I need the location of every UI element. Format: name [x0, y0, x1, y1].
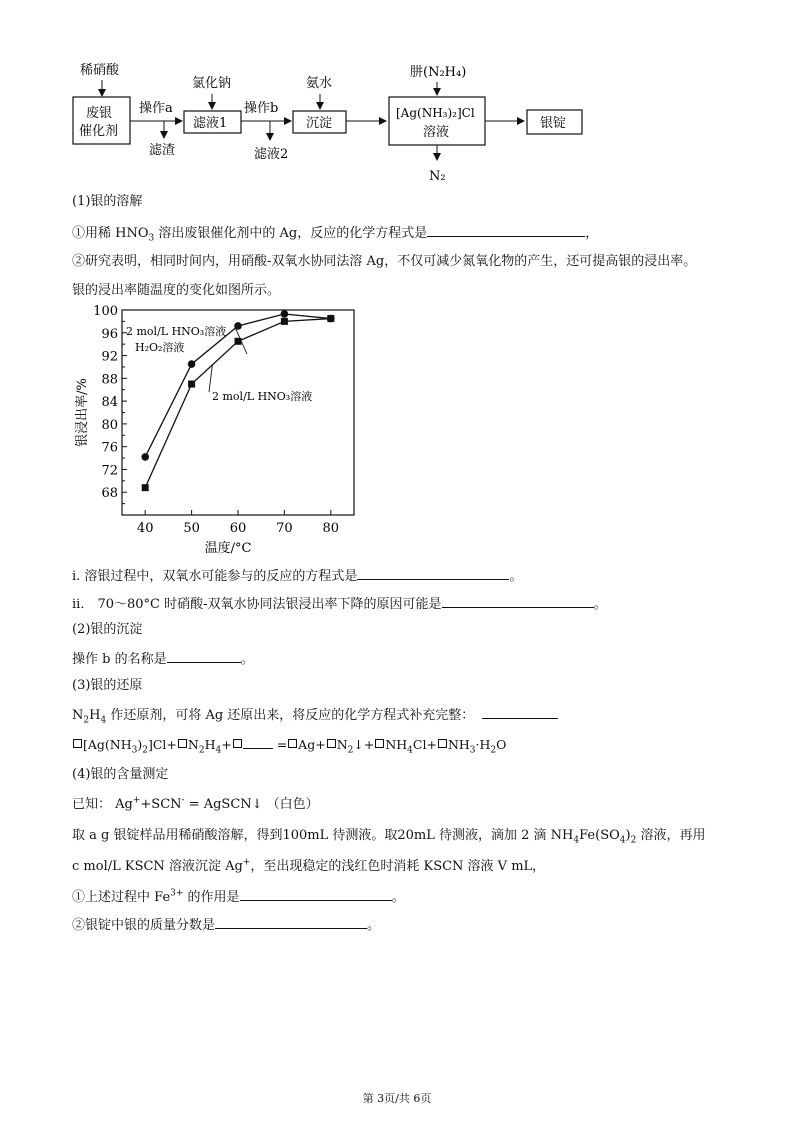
q1-line3: 银的浸出率随温度的变化如图所示。	[72, 283, 281, 298]
q3-equation	[72, 735, 506, 754]
q1-ii-end: 。	[593, 597, 607, 612]
data-point-circle	[141, 453, 149, 461]
data-point-square	[188, 381, 195, 388]
eq-s1: 3	[131, 745, 138, 756]
q1-line2: ②研究表明，相同时间内，用硝酸-双氧水协同法溶 Ag，不仅可减少氮氧化物的产生，还可提高银的浸出率。	[72, 254, 697, 269]
q3-l1-c: 作还原剂，可将 Ag 还原出来，将反应的化学方程式补充完整：	[106, 708, 475, 723]
box-silver-ammonia-line2: 溶液	[423, 125, 450, 140]
q3-l1-a: N	[72, 708, 84, 723]
data-point-circle	[281, 310, 289, 318]
q4-l1-c: )	[625, 828, 631, 843]
eq-h: Ag+	[298, 737, 326, 752]
q1-ii	[72, 594, 607, 614]
reagent-sodium-chloride: 氯化钠	[192, 76, 232, 91]
coef-box-3[interactable]	[233, 739, 242, 748]
x-tick-label: 70	[276, 521, 293, 536]
q4-l1-b: Fe(SO	[579, 828, 620, 843]
answer-blank-4[interactable]	[167, 649, 241, 663]
q4-known-sup1: +	[132, 795, 141, 806]
answer-blank-3[interactable]	[442, 594, 594, 608]
answer-blank-1[interactable]	[427, 223, 585, 237]
x-tick-label: 40	[136, 521, 154, 536]
q4-known-sup2: -	[181, 795, 185, 806]
eq-d: N	[187, 737, 199, 752]
reagent-hydrazine: 肼(N₂H₄)	[410, 65, 467, 80]
q4-l2-a: c mol/L KSCN 溶液沉淀 Ag	[72, 859, 243, 874]
y-tick-label: 76	[101, 440, 118, 456]
legend-series-2: 2 mol/L HNO₃溶液	[212, 390, 313, 403]
eq-s5: 2	[347, 745, 354, 756]
reagent-nitric-acid: 稀硝酸	[80, 63, 120, 78]
q4-line2	[72, 858, 545, 876]
eq-c: ]Cl+	[147, 737, 177, 752]
y-axis-label: 银浸出率/%	[75, 378, 90, 447]
operation-b-label: 操作b	[244, 101, 279, 116]
eq-s4: 4	[215, 745, 222, 756]
eq-k: NH	[385, 737, 408, 752]
y-tick-label: 88	[101, 372, 118, 388]
q2-title: (2)银的沉淀	[72, 622, 143, 637]
q1-line1-a: ①用稀 HNO	[72, 226, 149, 241]
q4-l2-sup: +	[242, 857, 251, 868]
q1-i-end: 。	[509, 569, 523, 584]
q4-l3-sup: 3+	[170, 888, 184, 899]
eq-n: ·H	[475, 737, 491, 752]
q1-line1-end: ，	[585, 226, 599, 241]
data-point-square	[281, 318, 288, 325]
coef-box-2[interactable]	[178, 739, 187, 748]
eq-l: Cl+	[412, 737, 437, 752]
reagent-ammonia: 氨水	[306, 76, 333, 91]
nitrogen-gas-label: N₂	[429, 169, 446, 184]
eq-f: +	[221, 737, 232, 752]
q4-line1	[72, 827, 705, 845]
coef-box-1[interactable]	[73, 739, 82, 748]
eq-s6: 4	[407, 745, 413, 756]
eq-s3: 2	[198, 745, 205, 756]
q4-known-c: = AgSCN↓ （白色）	[184, 797, 319, 812]
q4-l1-s3: 2	[630, 835, 637, 846]
data-point-circle	[188, 360, 196, 368]
y-tick-label: 68	[101, 486, 118, 502]
leaching-rate-chart	[60, 300, 380, 560]
q4-l2-b: ，至出现稳定的浅红色时消耗 KSCN 溶液 V mL，	[250, 859, 546, 874]
q4-known-a: 已知： Ag	[72, 797, 133, 812]
answer-blank-5[interactable]	[482, 705, 558, 719]
eq-e: H	[204, 737, 216, 752]
page-footer: 第 3页/共 6页	[362, 1092, 432, 1105]
y-tick-label: 80	[101, 417, 118, 433]
q4-l3-a: ①上述过程中 Fe	[72, 890, 171, 905]
answer-blank-2[interactable]	[357, 566, 509, 580]
filtrate2-label: 滤液2	[254, 147, 289, 162]
data-point-square	[327, 315, 334, 322]
legend-series-1-line1: 2 mol/L HNO₃溶液	[126, 325, 227, 338]
answer-blank-7[interactable]	[240, 887, 392, 901]
q4-l1-s2: 4	[619, 835, 626, 846]
q4-l3-b: 的作用是	[183, 890, 240, 905]
legend-series-1-line2: H₂O₂溶液	[135, 341, 185, 354]
q4-l1-a: 取 a g 银锭样品用稀硝酸溶解，得到100mL 待测液。取20mL 待测液，滴加 2 滴 NH	[72, 828, 574, 843]
data-point-circle	[234, 322, 242, 330]
answer-blank-8[interactable]	[215, 915, 367, 929]
box-waste-catalyst-line1: 废银	[86, 106, 113, 121]
q4-l1-s1: 4	[573, 835, 580, 846]
q4-line3	[72, 887, 405, 907]
x-axis-label: 温度/°C	[204, 541, 252, 556]
y-tick-label: 84	[101, 395, 118, 411]
eq-m: NH	[447, 737, 470, 752]
q2-line1	[72, 649, 254, 669]
x-tick-label: 50	[183, 521, 200, 536]
box-waste-catalyst-line2: 催化剂	[79, 124, 119, 139]
y-tick-label: 72	[101, 463, 118, 479]
data-point-square	[142, 484, 149, 491]
eq-j: ↓+	[353, 737, 375, 752]
x-tick-label: 80	[322, 521, 340, 536]
box-filtrate1-label: 滤液1	[193, 116, 228, 131]
q4-l3-end: 。	[391, 890, 405, 905]
q1-ii-text: ⅱ． 70～80°C 时硝酸-双氧水协同法银浸出率下降的原因可能是	[72, 597, 442, 612]
q1-i-text: i. 溶银过程中，双氧水可能参与的反应的方程式是	[72, 569, 358, 584]
q1-i	[72, 566, 522, 586]
q1-title: (1)银的溶解	[72, 194, 143, 209]
coef-box-5[interactable]	[327, 739, 336, 748]
eq-i: N	[336, 737, 348, 752]
process-flow-diagram	[0, 0, 794, 190]
y-tick-label: 100	[93, 304, 118, 319]
q2-line1-end: 。	[240, 652, 254, 667]
q3-l1-s1: 2	[83, 715, 90, 726]
q4-line4	[72, 915, 380, 935]
q1-line1-sub: 3	[148, 233, 155, 244]
box-precipitate-label: 沉淀	[306, 116, 333, 131]
y-tick-label: 96	[101, 326, 118, 342]
q4-l1-d: 溶液，再用	[636, 828, 706, 843]
q3-l1-s2: 4	[100, 715, 107, 726]
coef-box-6[interactable]	[375, 739, 384, 748]
q3-l1-b: H	[89, 708, 101, 723]
operation-a-label: 操作a	[139, 101, 173, 116]
box-silver-ammonia-line1: [Ag(NH₃)₂]Cl	[396, 106, 475, 120]
q4-title: (4)银的含量测定	[72, 767, 169, 782]
y-tick-label: 92	[101, 349, 118, 365]
eq-s8: 2	[490, 745, 497, 756]
eq-a: [Ag(NH	[83, 737, 132, 752]
q3-title: (3)银的还原	[72, 678, 143, 693]
answer-blank-6[interactable]	[243, 735, 273, 749]
eq-b: )	[137, 737, 143, 752]
q4-known	[72, 796, 319, 814]
eq-o: O	[496, 737, 507, 752]
q2-line1-text: 操作 b 的名称是	[72, 652, 167, 667]
coef-box-4[interactable]	[288, 739, 297, 748]
coef-box-7[interactable]	[438, 739, 447, 748]
eq-s2: 2	[142, 745, 148, 756]
q1-line1-b: 溶出废银催化剂中的 Ag，反应的化学方程式是	[154, 226, 428, 241]
box-silver-ingot-label: 银锭	[540, 116, 567, 131]
eq-s7: 3	[469, 745, 476, 756]
q4-known-b: +SCN	[140, 797, 182, 812]
residue-label: 滤渣	[149, 143, 176, 158]
eq-g: =	[276, 737, 288, 752]
q3-line1	[72, 705, 558, 725]
x-tick-label: 60	[229, 521, 247, 536]
q4-l4-end: 。	[367, 918, 381, 933]
q1-line1	[72, 223, 598, 243]
q4-l4-text: ②银锭中银的质量分数是	[72, 918, 216, 933]
